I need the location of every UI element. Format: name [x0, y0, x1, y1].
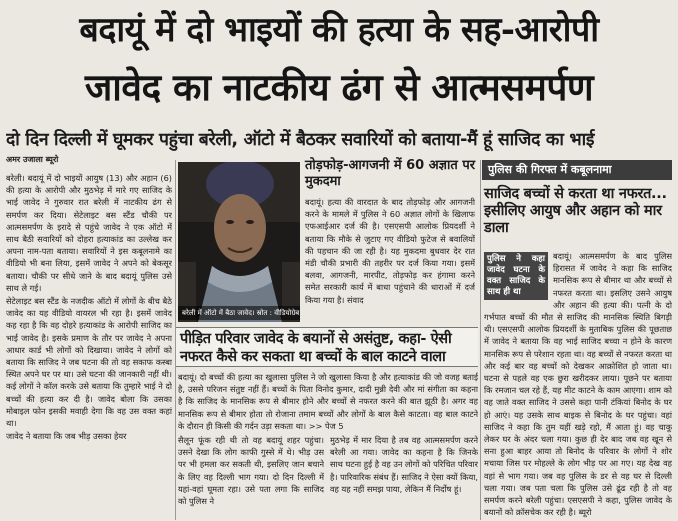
photo-caption: बरेली में ऑटो में बैठा जावेद। स्रोत : वीडियोग्रेब: [178, 306, 300, 320]
paragraph: जावेद ने बताया कि जब भीड़ उसका हेयर: [6, 431, 127, 442]
article-column-3: बदायूं। दो बच्चों की हत्या का खुलासा पुलिस ने जो खुलासा किया है और हत्याकांड की जो वजह बताई है, उससे परिजन संतुष्ट नहीं हैं। बच्चों के पिता विनोद कुमार, दादी मुन्नी देवी और मां संगीता का कहना है कि साजिद के मानसिक रूप से बीमार होने और बच्चों से नफरत करने की बात झूठी है। अगर वह मानसिक रूप से बीमार होता तो रोजाना तमाम बच्चों और लोगों के बाल कैसे काटता। वह बाल काटने के दौरान ही किसी की गर्दन उड़ा सकता था। >> पेज 5: [178, 372, 478, 431]
paragraph: बदायूं। आत्मसमर्पण के बाद पुलिस हिरासत में जावेद ने कहा कि साजिद मानसिक रूप से बीमार था और बच्चों से नफरत करता था। इसलिए उसने आयुष और अहान की हत्या की। पत्नी के दो गर्भपात बच्चों की मौत से साजिद की मानसिक स्थिति बिगड़ी थी। एसएसपी आलोक प्रियदर्शी के मुताबिक पुलिस की पूछताछ में जावेद ने बताया कि वह भाई साजिद बच्चा न होने के कारण मानसिक रूप से परेशान रहता था। वह बच्चों से नफरत करता था और कई बार वह बच्चों को देखकर आक्रोशित हो जाता था। घटना से पहले वह एक छुरा खरीदकर लाया। पूछने पर बताया कि रमजान चल रहे हैं, यह मीट काटने के काम आएगा। शाम को वह जाते वक्त साजिद ने उससे कहा पानी टंकियां बिनोद के घर हो आएं। यह उसके साथ बाइक से बिनोद के घर पहुंचा। वहां साजिद ने कहा कि तुम यहीं खड़े रहो, मैं आता हूं। वह चाकू लेकर घर के अंदर चला गया। कुछ ही देर बाद जब वह खून से सना हुआ बाहर आया तो बिनोद के परिवार के लोगों ने शोर मचाया जिस पर मोहल्ले के लोग भीड़ पर आ गए। यह देख वह वहां से भाग गया। जब वह पुलिस के डर से वह घर से दिल्ली चला गया। जब पता चला कि पुलिस उसे ढूंढ रही है तो वह समर्पण करने बरेली पहुंचा। एसएसपी ने कहा, पुलिस जावेद के बयानों को क्रॉसचेक कर रही है। ब्यूरो: [484, 251, 672, 518]
article-column-1: [6, 172, 172, 518]
article-column-2: बदायूं। हत्या की वारदात के बाद तोड़फोड़ और आगजनी करने के मामले में पुलिस ने 60 अज्ञात लोगों के खिलाफ एफआईआर दर्ज की है। एसएसपी आलोक प्रियदर्शी ने बताया कि मौके से जुटाए गए वीडियो फुटेज से बवालियों की पहचान की जा रही है। यह मुकदमा बुधवार देर रात मंडी चौकी प्रभारी की तहरीर पर दर्ज किया गया। इसमें बलवा, आगजनी, मारपीट, तोड़फोड़ कर हंगामा करने समेत सरकारी कार्य में बाधा पहुंचाने की धाराओं में दर्ज किया गया है। संवाद: [305, 197, 475, 305]
section-header: पुलिस की गिरफ्त में कबूलनामा: [482, 160, 672, 180]
photo-javed: [178, 162, 300, 322]
headline-line-1: बदायूं में दो भाइयों की हत्या के सह-आरोपी: [79, 10, 599, 50]
byline: अमर उजाला ब्यूरो: [6, 155, 59, 164]
paragraph: सेटेलाइट बस स्टैंड के नजदीक ऑटो में लोगों के बीच बैठे जावेद का यह वीडियो वायरल भी रहा है। इसमें जावेद कह रहा है कि वह दोहरे हत्याकांड के आरोपी साजिद का भाई जावेद है। इसके प्रमाण के तौर पर जावेद ने अपना आधार कार्ड भी लोगों को दिखाया। जावेद ने लोगों को बताया कि साजिद ने जब घटना की तो वह सकाफ कस्बा स्थित अपने घर पर था। उसे घटना की जानकारी नहीं थी। कई लोगों ने कॉल करके उसे बताया कि तुम्हारे भाई ने दो बच्चों की हत्या कर दी है। जावेद बोला कि उसका मोबाइल फोन इसकी मवाही देगा कि वह उस वक्त कहां था।: [6, 296, 172, 429]
mid-headline: तोड़फोड़-आगजनी में 60 अज्ञात पर मुकदमा: [305, 158, 476, 189]
article-column-5: [484, 250, 672, 520]
article-column-4a: सैलून फूंक रही थी तो वह बदायूं शहर पहुंचा। उसने देखा कि लोग काफी गुस्से में थे। भीड़ उस पर भी हमला कर सकती थी, इसलिए जान बचाने के लिए वह दिल्ली भाग गया। दो दिन दिल्ली में यहां-वहां घूमता रहा। उसे पता लगा कि साजिद को पुलिस ने: [178, 435, 324, 507]
right-headline: साजिद बच्चों से करता था नफरत... इसीलिए आयुष और अहान को मार डाला: [484, 186, 667, 236]
sub-headline: दो दिन दिल्ली में घूमकर पहुंचा बरेली, ऑटो में बैठकर सवारियों को बताया-मैं हूं साजिद का भाई: [6, 130, 595, 150]
band-headline: पीड़ित परिवार जावेद के बयानों से असंतुष्ट, कहा- ऐसी नफरत कैसे कर सकता था बच्चों के बाल काटने वाला: [176, 327, 478, 367]
article-column-4b: मुठभेड़ में मार दिया है तब वह आत्मसमर्पण करने बरेली आ गया। जावेद का कहना है कि जिनके साथ घटना हुई है वह उन लोगों को परिचित परिवार है। पारिवारिक संबंध हैं। साजिद ने ऐसा क्यों किया, वह यह नहीं समझ पाया, लेकिन मैं निर्दोष हूं।: [330, 435, 478, 494]
photo-portrait: [178, 162, 300, 322]
inset-box: पुलिस ने कहा जावेद घटना के वक्त साजिद के साथ ही था: [484, 252, 548, 300]
column-divider: [480, 160, 481, 520]
paragraph: बरेली। बदायूं में दो भाइयों आयुष (13) और अहान (6) की हत्या के आरोपी और मुठभेड़ में मारे गए साजिद के भाई जावेद ने गुरुवार रात बरेली में नाटकीय ढंग से समर्पण कर दिया। सेटेलाइट बस स्टैंड चौकी पर आत्मसमर्पण के इरादे से पहुंचे जावेद ने एक ऑटो में साथ बैठी सवारियों को दोहरा हत्याकांड का उल्लेख कर अपना नाम-पता बताया। सवारियों ने इस कबूलनामे का वीडियो भी बना लिया, इसमें जावेद ने अपने को बेकसूर बताया। चौकी पर सीधे जाने के बाद बदायूं पुलिस उसे साथ ले गई।: [6, 173, 172, 293]
headline-line-2: जावेद का नाटकीय ढंग से आत्मसमर्पण: [84, 65, 594, 109]
